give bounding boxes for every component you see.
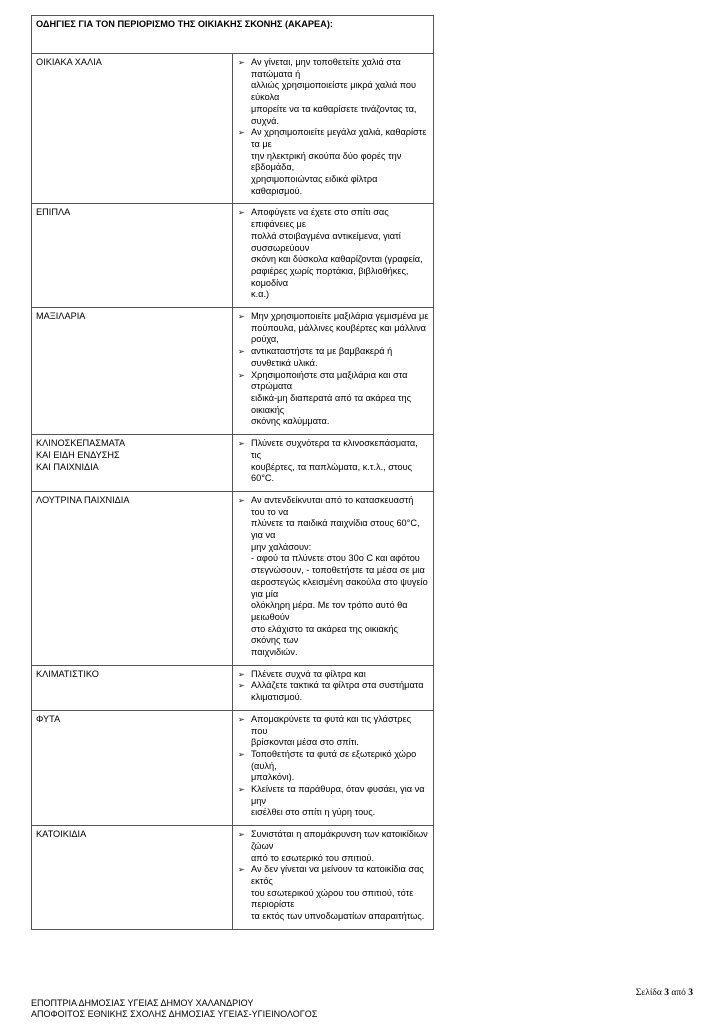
list-item xyxy=(237,57,429,127)
guideline-list xyxy=(237,207,429,301)
category-cell: ΚΑΤΟΙΚΙΔΙΑ xyxy=(32,826,233,930)
list-item xyxy=(237,346,429,369)
guidelines-cell xyxy=(233,204,434,308)
guideline-text: Συνιστάται η απομάκρυνση των κατοικίδιων ζώων από το εσωτερικό του σπιτιού. xyxy=(251,829,428,863)
list-item xyxy=(237,714,429,749)
list-item xyxy=(237,495,429,659)
page-number xyxy=(636,988,693,998)
list-item xyxy=(237,669,429,681)
guideline-text: Αν γίνεται, μην τοποθετείτε χαλιά στα πατώματα ή αλλιώς χρησιμοποιείστε μικρά χαλιά που εύκολα μπορείτε να τα καθαρίσετε τινάζοντας τα, συχνά. xyxy=(251,57,417,126)
guidelines-cell xyxy=(233,491,434,665)
guideline-list xyxy=(237,669,429,704)
table-title: ΟΔΗΓΙΕΣ ΓΙΑ ΤΟΝ ΠΕΡΙΟΡΙΣΜΟ ΤΗΣ ΟΙΚΙΑΚΗΣ ΣΚΟΝΗΣ (ΑΚΑΡΕΑ): xyxy=(32,16,434,54)
arrow-bullet-icon: ➢ xyxy=(238,669,245,679)
category-cell: ΕΠΙΠΛΑ xyxy=(32,204,233,308)
guideline-list xyxy=(237,311,429,428)
guideline-list xyxy=(237,714,429,819)
dust-guidelines-table xyxy=(31,15,434,930)
guideline-list xyxy=(237,829,429,923)
guidelines-cell xyxy=(233,826,434,930)
guideline-text: Αν δεν γίνεται να μείνουν τα κατοικίδια σας εκτός του εσωτερικού χώρου του σπιτιού, τότε περιορίστε τα εκτός των υπνοδωματίων απαραιτήτως. xyxy=(251,864,425,922)
arrow-bullet-icon: ➢ xyxy=(238,749,245,759)
guideline-list xyxy=(237,57,429,197)
arrow-bullet-icon: ➢ xyxy=(238,58,245,67)
category-cell: ΚΛΙΜΑΤΙΣΤΙΚΟ xyxy=(32,665,233,710)
page-of: από xyxy=(671,988,686,998)
guideline-text: Πλύνετε συχνότερα τα κλινοσκεπάσματα, τις κουβέρτες, τα παπλώματα, κ.τ.λ., στους 60°C. xyxy=(251,438,418,484)
list-item xyxy=(237,784,429,819)
table-row xyxy=(32,491,434,665)
guideline-text: Πλένετε συχνά τα φίλτρα και xyxy=(251,668,366,679)
guideline-list xyxy=(237,438,429,485)
guideline-text: Αν χρησιμοποιείτε μεγάλα χαλιά, καθαρίστε τα με την ηλεκτρική σκούπα δύο φορές την εβδομάδα, χρησιμοποιώντας ειδικά φίλτρα καθαρισμού. xyxy=(251,127,427,196)
category-cell: ΜΑΞΙΛΑΡΙΑ xyxy=(32,308,233,435)
guidelines-cell xyxy=(233,710,434,825)
guideline-list xyxy=(237,495,429,659)
table-row xyxy=(32,826,434,930)
arrow-bullet-icon: ➢ xyxy=(238,347,245,357)
table-row xyxy=(32,435,434,492)
list-item xyxy=(237,749,429,784)
arrow-bullet-icon: ➢ xyxy=(238,370,245,380)
arrow-bullet-icon: ➢ xyxy=(238,208,245,218)
list-item xyxy=(237,829,429,864)
guideline-text: αντικαταστήστε τα με βαμβακερά ή συνθετικά υλικά. xyxy=(251,346,393,368)
list-item xyxy=(237,370,429,429)
category-cell: ΛΟΥΤΡΙΝΑ ΠΑΙΧΝΙΔΙΑ xyxy=(32,491,233,665)
arrow-bullet-icon: ➢ xyxy=(238,312,245,322)
arrow-bullet-icon: ➢ xyxy=(238,714,245,724)
table-row xyxy=(32,308,434,435)
guideline-text: Αν αντενδείκνυται από το κατασκευαστή του το να πλύνετε τα παιδικά παιχνίδια στους 60°C, για να μην χαλάσουν: - αφού τα πλύνετε στου 30ο C και αφότου στεγνώσουν, - τοποθετήστε τα μέσα σε μια αεροστεγώς κλεισμένη σακούλα στο ψυγείο για μία ολόκληρη μέρα. Με τον τρόπο αυτό θα μειωθούν στο ελάχιστο τα ακάρεα της οικιακής σκόνης των παιχνιδιών. xyxy=(251,494,428,658)
arrow-bullet-icon: ➢ xyxy=(238,865,245,875)
guideline-text: Απομακρύνετε τα φυτά και τις γλάστρες που βρίσκονται μέσα στο σπίτι. xyxy=(251,713,412,748)
list-item xyxy=(237,864,429,923)
category-cell: ΦΥΤΑ xyxy=(32,710,233,825)
guideline-text: Χρησιμοποιήστε στα μαξιλάρια και στα στρώματα ειδικά-μη διαπερατά από τα ακάρεα της οικιακής σκόνης καλύμματα. xyxy=(251,369,412,427)
footer-author xyxy=(31,998,317,1020)
guideline-text: Κλείνετε τα παράθυρα, όταν φυσάει, για να μην εισέλθει στο σπίτι η γύρη τους. xyxy=(251,784,425,818)
list-item xyxy=(237,311,429,346)
guideline-text: Μην χρησιμοποιείτε μαξιλάρια γεμισμένα με πούπουλα, μάλλινες κουβέρτες και μάλλινα ρούχα, xyxy=(251,311,429,345)
table-row xyxy=(32,665,434,710)
arrow-bullet-icon: ➢ xyxy=(238,830,245,840)
guidelines-cell xyxy=(233,435,434,492)
list-item xyxy=(237,438,429,485)
page-total: 3 xyxy=(688,988,693,998)
list-item xyxy=(237,680,429,703)
guidelines-cell xyxy=(233,54,434,204)
arrow-bullet-icon: ➢ xyxy=(238,439,245,449)
category-cell: ΚΛΙΝΟΣΚΕΠΑΣΜΑΤΑ ΚΑΙ ΕΙΔΗ ΕΝΔΥΣΗΣ ΚΑΙ ΠΑΙΧΝΙΔΙΑ xyxy=(32,435,233,492)
guideline-text: Αποφύγετε να έχετε στο σπίτι σας επιφάνειες με πολλά στοιβαγμένα αντικείμενα, γιατί συσσωρεύουν σκόνη και δύσκολα καθαρίζονται (γραφεία, ραφιέρες χωρίς πορτάκια, βιβλιοθήκες, κομοδίνα κ.α.) xyxy=(251,207,423,300)
arrow-bullet-icon: ➢ xyxy=(238,128,245,138)
page-label: Σελίδα xyxy=(635,988,662,998)
guidelines-cell xyxy=(233,308,434,435)
category-cell: ΟΙΚΙΑΚΑ ΧΑΛΙΑ xyxy=(32,54,233,204)
footer-line-2: ΑΠΟΦΟΙΤΟΣ ΕΘΝΙΚΗΣ ΣΧΟΛΗΣ ΔΗΜΟΣΙΑΣ ΥΓΕΙΑΣ-ΥΓΙΕΙΝΟΛΟΓΟΣ xyxy=(31,1009,318,1019)
table-title-row xyxy=(32,16,434,54)
guideline-text: Τοποθετήστε τα φυτά σε εξωτερικό χώρο (αυλή, μπαλκόνι). xyxy=(251,748,417,783)
page-current: 3 xyxy=(664,988,669,998)
arrow-bullet-icon: ➢ xyxy=(238,495,245,505)
list-item xyxy=(237,127,429,197)
arrow-bullet-icon: ➢ xyxy=(238,681,245,691)
guideline-text: Αλλάζετε τακτικά τα φίλτρα στα συστήματα κλιματισμού. xyxy=(251,680,424,703)
arrow-bullet-icon: ➢ xyxy=(238,785,245,795)
table-row xyxy=(32,710,434,825)
footer-line-1: ΕΠΟΠΤΡΙΑ ΔΗΜΟΣΙΑΣ ΥΓΕΙΑΣ ΔΗΜΟΥ ΧΑΛΑΝΔΡΙΟΥ xyxy=(31,998,254,1008)
table-row xyxy=(32,54,434,204)
guidelines-cell xyxy=(233,665,434,710)
table-row xyxy=(32,204,434,308)
list-item xyxy=(237,207,429,301)
